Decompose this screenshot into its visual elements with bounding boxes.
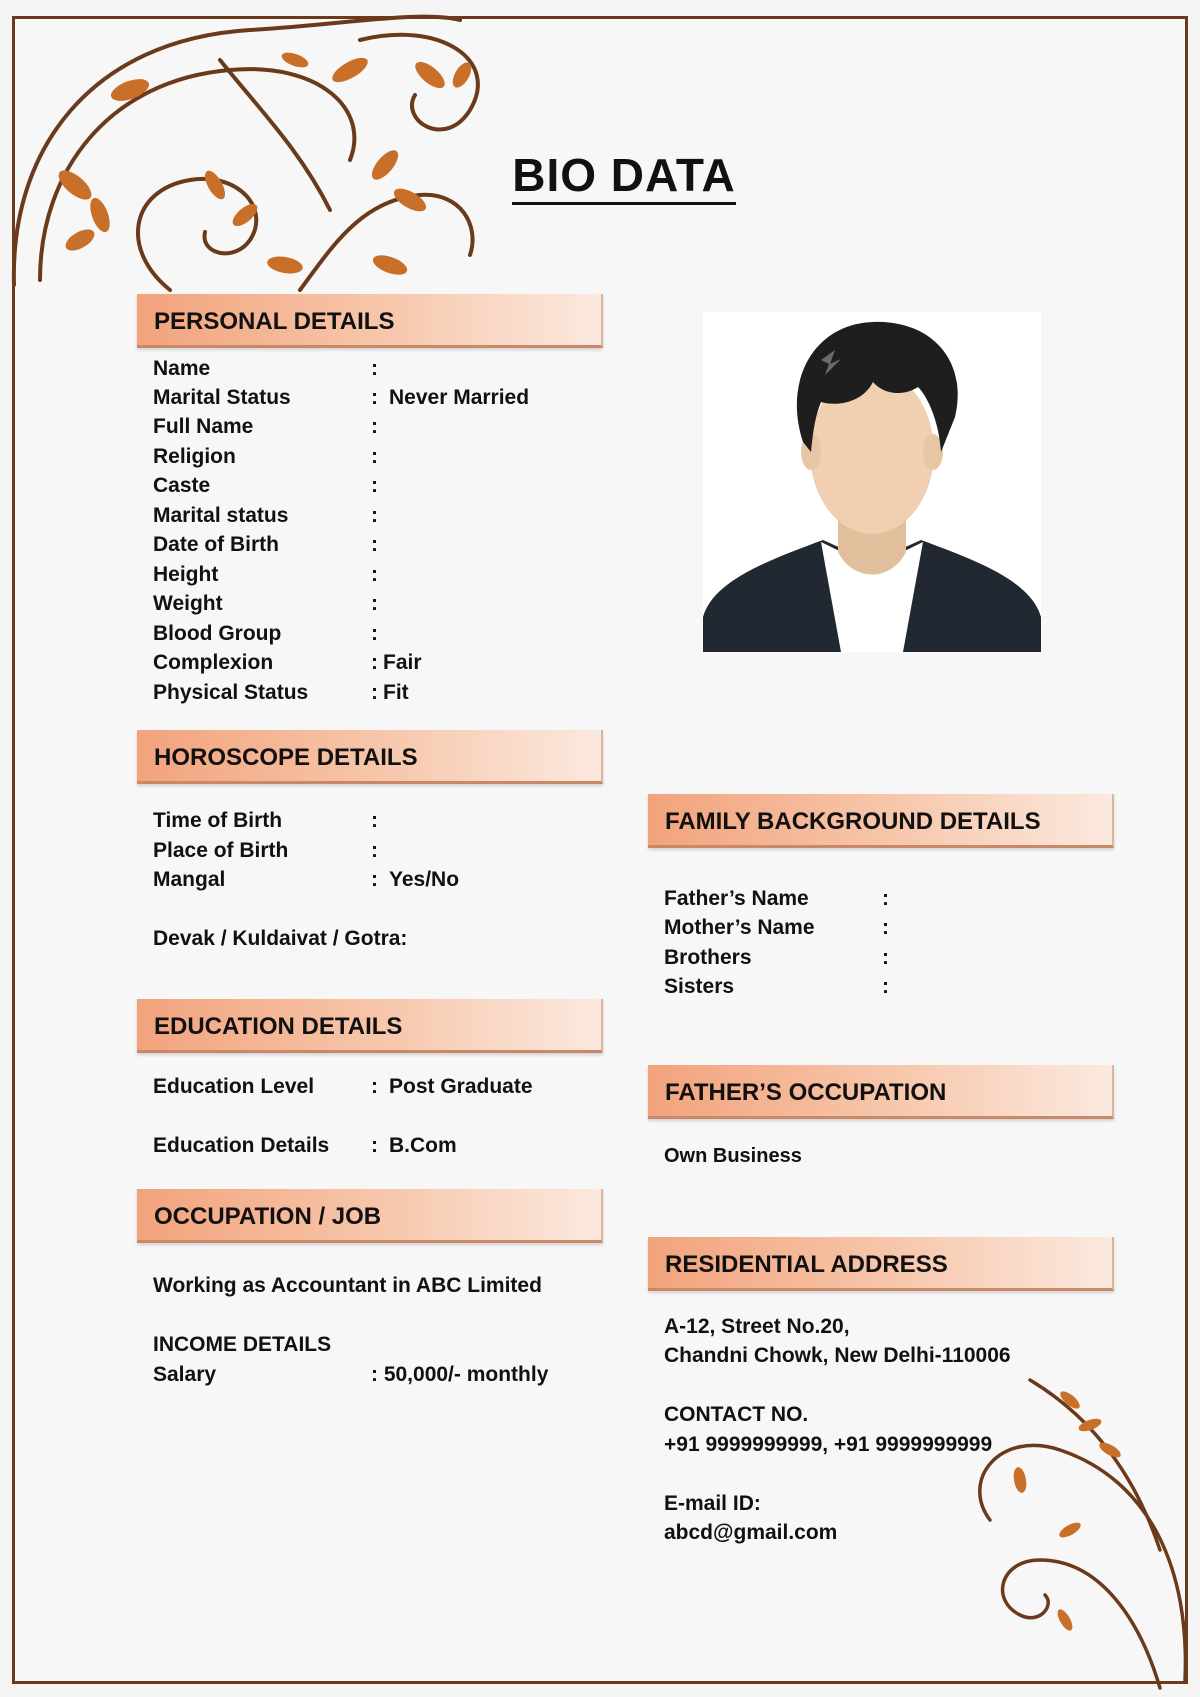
address-line-1: A-12, Street No.20, bbox=[664, 1315, 850, 1338]
page-title: BIO DATA bbox=[0, 148, 1200, 202]
person-avatar-icon bbox=[703, 312, 1041, 652]
family-background-header: FAMILY BACKGROUND DETAILS bbox=[648, 794, 1114, 848]
education-details-header: EDUCATION DETAILS bbox=[137, 999, 603, 1053]
email-value: abcd@gmail.com bbox=[664, 1521, 838, 1544]
personal-details-header: PERSONAL DETAILS bbox=[137, 294, 603, 348]
contact-value: +91 9999999999, +91 9999999999 bbox=[664, 1433, 993, 1456]
salary-value: : 50,000/- monthly bbox=[371, 1363, 549, 1386]
occupation-header: OCCUPATION / JOB bbox=[137, 1189, 603, 1243]
residential-address-header: RESIDENTIAL ADDRESS bbox=[648, 1237, 1114, 1291]
occupation-text: Working as Accountant in ABC Limited bbox=[153, 1274, 542, 1297]
email-label: E-mail ID: bbox=[664, 1492, 761, 1515]
fathers-occupation-text: Own Business bbox=[664, 1145, 802, 1167]
income-details-label: INCOME DETAILS bbox=[153, 1333, 332, 1356]
address-line-2: Chandni Chowk, New Delhi-110006 bbox=[664, 1344, 1011, 1367]
profile-photo-placeholder bbox=[703, 312, 1041, 652]
horoscope-details-header: HOROSCOPE DETAILS bbox=[137, 730, 603, 784]
fathers-occupation-header: FATHER’S OCCUPATION bbox=[648, 1065, 1114, 1119]
contact-label: CONTACT NO. bbox=[664, 1403, 809, 1426]
horoscope-gotra: Devak / Kuldaivat / Gotra: bbox=[153, 927, 408, 950]
salary-label: Salary bbox=[153, 1363, 217, 1386]
